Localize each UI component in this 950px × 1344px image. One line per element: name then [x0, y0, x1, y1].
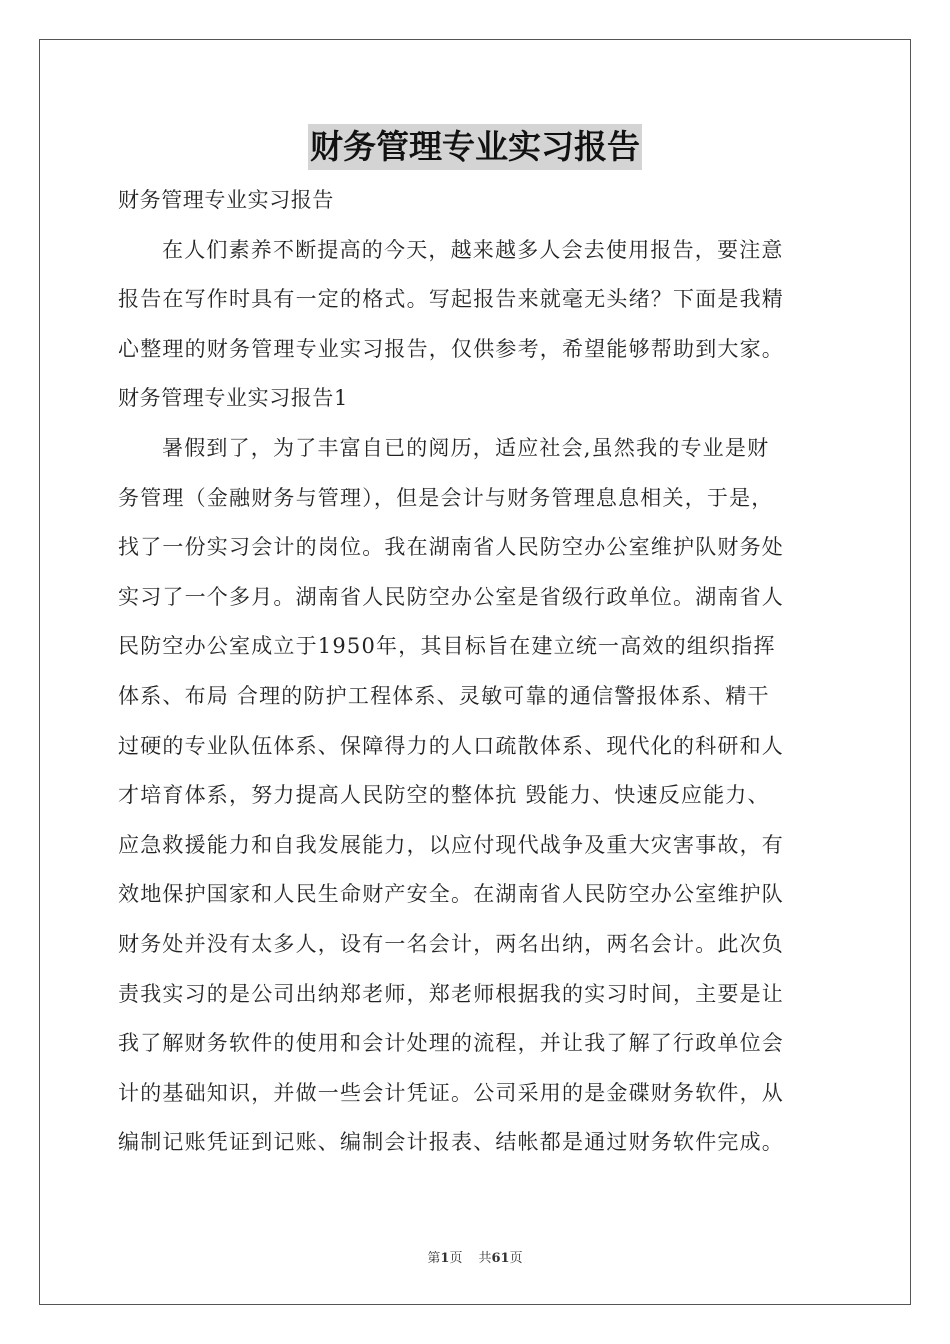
paragraph-line: 效地保护国家和人民生命财产安全。在湖南省人民防空办公室维护队 — [118, 882, 784, 907]
paragraph-line: 体系、布局 合理的防护工程体系、灵敏可靠的通信警报体系、精干 — [118, 683, 770, 708]
total-suffix: 页 — [509, 1251, 523, 1266]
section-heading: 财务管理专业实习报告1 — [118, 386, 348, 411]
page-suffix: 页 — [449, 1251, 463, 1266]
paragraph-line: 责我实习的是公司出纳郑老师，郑老师根据我的实习时间，主要是让 — [118, 981, 784, 1006]
paragraph-line: 应急救援能力和自我发展能力，以应付现代战争及重大灾害事故，有 — [118, 832, 784, 857]
paragraph-line: 编制记账凭证到记账、编制会计报表、结帐都是通过财务软件完成。 — [118, 1130, 784, 1155]
page-number: 1 — [440, 1251, 450, 1266]
page-prefix: 第 — [427, 1251, 441, 1266]
page-footer — [0, 1247, 950, 1266]
paragraph-line: 财务处并没有太多人，设有一名会计，两名出纳，两名会计。此次负 — [118, 931, 784, 956]
paragraph-line: 找了一份实习会计的岗位。我在湖南省人民防空办公室维护队财务处 — [118, 535, 784, 560]
paragraph-line: 报告在写作时具有一定的格式。写起报告来就毫无头绪？下面是我精 — [118, 287, 784, 312]
paragraph-line: 计的基础知识，并做一些会计凭证。公司采用的是金碟财务软件，从 — [118, 1080, 784, 1105]
paragraph-line: 暑假到了，为了丰富自已的阅历，适应社会,虽然我的专业是财 — [162, 435, 770, 460]
total-pages: 61 — [491, 1251, 510, 1266]
paragraph-line: 民防空办公室成立于1950年，其目标旨在建立统一高效的组织指挥 — [118, 634, 776, 659]
total-prefix: 共 — [478, 1251, 492, 1266]
paragraph-line: 实习了一个多月。湖南省人民防空办公室是省级行政单位。湖南省人 — [118, 584, 784, 609]
paragraph-line: 才培育体系，努力提高人民防空的整体抗 毁能力、快速反应能力、 — [118, 783, 770, 808]
paragraph-line: 过硬的专业队伍体系、保障得力的人口疏散体系、现代化的科研和人 — [118, 733, 784, 758]
document-body — [118, 176, 838, 1168]
paragraph-line: 心整理的财务管理专业实习报告，仅供参考，希望能够帮助到大家。 — [118, 336, 784, 361]
paragraph-line: 在人们素养不断提高的今天，越来越多人会去使用报告，要注意 — [162, 237, 784, 262]
paragraph-line: 我了解财务软件的使用和会计处理的流程，并让我了解了行政单位会 — [118, 1031, 784, 1056]
title-container — [0, 124, 950, 170]
document-title: 财务管理专业实习报告 — [308, 124, 642, 170]
section-heading: 财务管理专业实习报告 — [118, 188, 334, 212]
paragraph-line: 务管理（金融财务与管理），但是会计与财务管理息息相关，于是， — [118, 485, 774, 510]
